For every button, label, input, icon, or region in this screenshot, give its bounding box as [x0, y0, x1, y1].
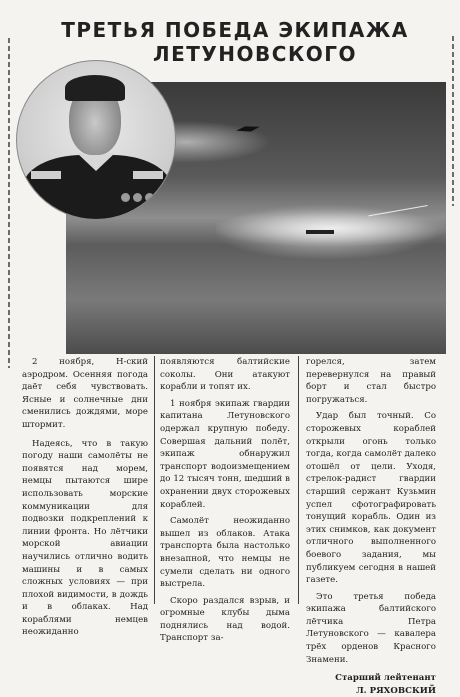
paragraph: горелся, затем перевернулся на правый борт и стал быстро погружаться.	[306, 357, 436, 405]
article-headline	[30, 18, 440, 66]
shoulder-strap-left	[31, 171, 61, 179]
paragraph: Самолёт неожиданно вышел из облаков. Атака транспорта была настолько внезапной, что немцы не сумели сделать ни одного выстрела.	[160, 516, 290, 590]
paragraph: Удар был точный. Со сторожевых кораблей открыли огонь только тогда, когда самолёт далеко отошёл от цели. Уходя, стрелок-радист гвардии старший сержант Кузьмин успел сфотографировать тонущий корабль. Один из этих снимков, как документ отличного выполненного боевого задания, мы публикуем сегодня в нашей газете.	[306, 411, 436, 586]
article-column-1	[22, 356, 148, 639]
article-column-3	[306, 356, 436, 697]
author-rank: Старший лейтенант	[335, 673, 436, 684]
headline-line-1: ТРЕТЬЯ ПОБЕДА ЭКИПАЖА	[61, 18, 409, 42]
column-divider	[154, 356, 155, 604]
article-body	[0, 356, 460, 696]
paragraph: 1 ноября экипаж гвардии капитана Летуновского одержал крупную победу. Совершая дальний полёт, экипаж обнаружил транспорт водоизмещением до 12 тысяч тонн, шедший в охранении двух сторожевых кораблей.	[160, 398, 290, 510]
paragraph: Это третья победа экипажа балтийского лётчика Петра Летуновского — кавалера трёх орденов Красного Знамени.	[306, 591, 436, 665]
dashed-border-right	[452, 36, 454, 206]
portrait-hair	[65, 75, 125, 101]
paragraph: Надеясь, что в такую погоду наши самолёты не появятся над морем, немцы пытаются шире использовать морские коммуникации для подвозки подкреплений к линии фронта. Но лётчики морской авиации научились отлично водить машины и в самых сложных условиях — при плохой видимости, в дождь и в облаках. Над кораблями немцев неожиданно	[22, 438, 148, 638]
medal-icon	[133, 193, 142, 202]
byline	[306, 672, 436, 697]
column-divider	[298, 356, 299, 604]
transport-ship-silhouette	[306, 230, 334, 234]
pilot-portrait	[16, 60, 176, 220]
author-name: Л. РЯХОВСКИЙ	[356, 685, 436, 696]
headline-line-2: ЛЕТУНОВСКОГО	[152, 42, 358, 66]
paragraph: Скоро раздался взрыв, и огромные клубы дыма поднялись над водой. Транспорт за-	[160, 595, 290, 644]
article-column-2	[160, 356, 290, 645]
dashed-border-left	[8, 38, 10, 368]
aircraft-silhouette	[236, 124, 261, 133]
medal-icon	[121, 193, 130, 202]
shoulder-strap-right	[133, 171, 163, 179]
paragraph: появляются балтийские соколы. Они атакуют корабли и топят их.	[160, 357, 290, 393]
medal-icon	[145, 193, 154, 202]
paragraph: 2 ноября, Н-ский аэродром. Осенняя погода даёт себя чувствовать. Ясные и солнечные дни сменились дождями, море штормит.	[22, 357, 148, 430]
